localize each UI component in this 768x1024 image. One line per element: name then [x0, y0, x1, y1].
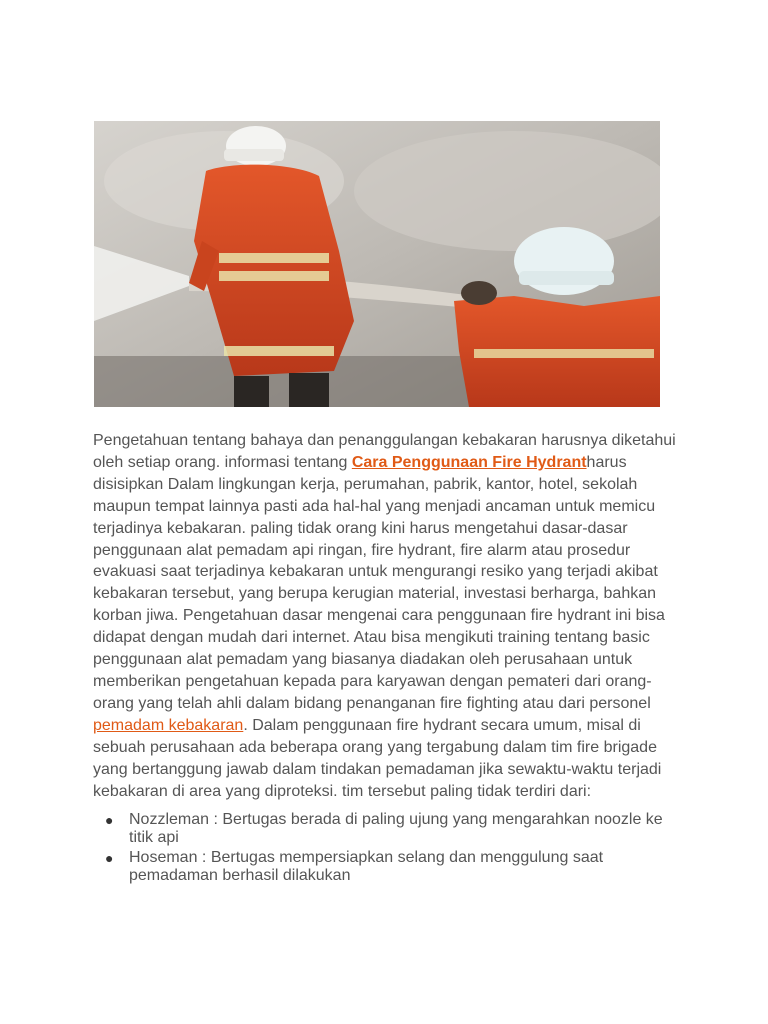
list-item-text: Hoseman : Bertugas mempersiapkan selang dan menggulung saat pemadaman berhasil dilakukan [129, 849, 604, 885]
paragraph-middle: harus disisipkan Dalam lingkungan kerja, perumahan, pabrik, kantor, hotel, sekolah maupun tempat lainnya pasti ada hal-hal yang menjadi ancaman untuk memicu terjadinya kebakaran. paling tidak orang kini harus mengetahui dasar-dasar penggunaan alat pemadam api ringan, fire hydrant, fire alarm atau prosedur evakuasi saat terjadinya kebakaran untuk mengurangi resiko yang terjadi akibat kebakaran tersebut, yang berupa kerugian material, investasi berharga, bahkan korban jiwa. Pengetahuan dasar mengenai cara penggunaan fire hydrant ini bisa didapat dengan mudah dari internet. Atau bisa mengikuti training tentang basic penggunaan alat pemadam yang biasanya diadakan oleh perusahaan untuk memberikan pengetahuan kepada para karyawan dengan pemateri dari orang-orang yang telah ahli dalam bidang penanganan fire fighting atau dari personel [93, 453, 665, 712]
firefighters-illustration [94, 121, 660, 407]
list-item-text: Nozzleman : Bertugas berada di paling ujung yang mengarahkan noozle ke titik api [129, 811, 663, 847]
fire-hydrant-link[interactable]: Cara Penggunaan Fire Hydrant [351, 453, 587, 471]
firefighters-photo [94, 121, 660, 407]
article-paragraph [93, 430, 678, 802]
paragraph-intro: Pengetahuan tentang bahaya dan penanggulangan kebakaran harusnya diketahui oleh setiap orang. informasi tentang [93, 432, 676, 471]
article-body [93, 430, 678, 887]
team-roles-list [93, 811, 678, 885]
pemadam-kebakaran-link[interactable]: pemadam kebakaran [93, 716, 244, 734]
paragraph-end: . Dalam penggunaan fire hydrant secara umum, misal di sebuah perusahaan ada beberapa orang yang tergabung dalam tim fire brigade yang bertanggung jawab dalam tindakan pemadaman jika sewaktu-waktu terjadi kebakaran di area yang diproteksi. tim tersebut paling tidak terdiri dari: [93, 716, 662, 800]
bullet-icon: ● [105, 850, 114, 867]
bullet-icon: ● [105, 812, 114, 829]
list-item [105, 849, 678, 885]
list-item [105, 811, 678, 847]
